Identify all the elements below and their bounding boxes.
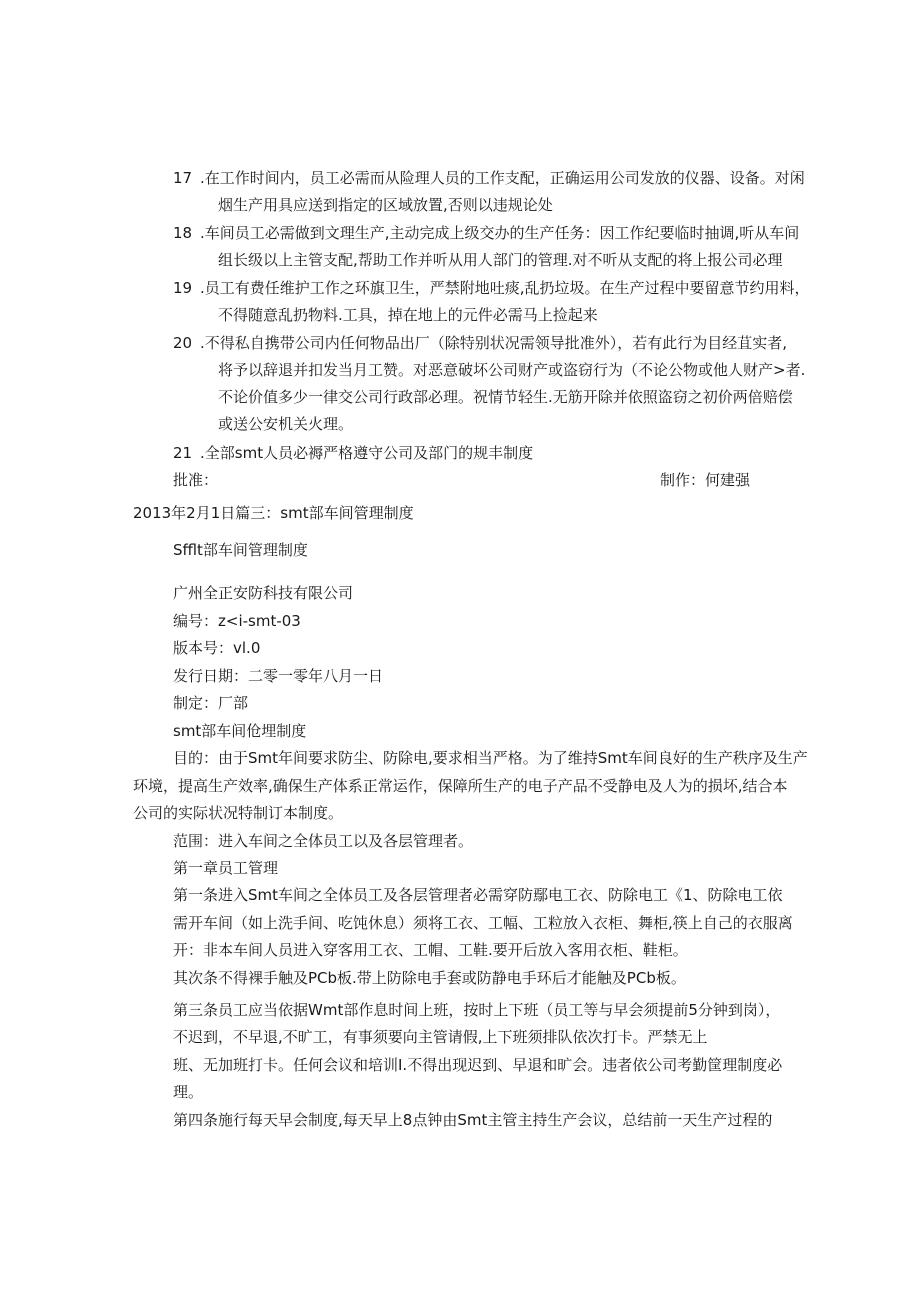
article-2: 其次条不得裸手触及PCb板.带上防除电手套或防静电手环后才能触及PCb板。 xyxy=(173,969,686,987)
item-17-line-2: 烟生产用具应送到指定的区域放置,否则以违规论处 xyxy=(218,196,553,214)
maker-label: 制作：何建强 xyxy=(660,471,751,489)
approve-label: 批准： xyxy=(173,471,219,489)
purpose-line-1: 目的：由于Smt年间要求防尘、防除电,要求相当严格。为了维持Smt车间良好的生产秩序及生产 xyxy=(173,749,808,767)
doc-number: 编号：z<i-smt-03 xyxy=(173,612,301,630)
purpose-line-3: 公司的实际状况特制订本制度。 xyxy=(133,804,344,822)
item-20-line-2: 将予以辞退并扣发当月工赞。对恶意破坏公司财产或盗窃行为（不论公物或他人财产>者. xyxy=(218,361,806,379)
company-name: 广州全正安防科技有限公司 xyxy=(173,584,354,602)
purpose-line-2: 环境，提高生产效率,确保生产体系正常运作，保障所生产的电子产品不受静电及人为的损坏,结合本 xyxy=(133,777,788,795)
article-4: 第四条施行每天早会制度,每天早上8点钟由Smt主管主持生产会议，总结前一天生产过程的 xyxy=(173,1111,773,1129)
chapter-heading: 第一章员工管理 xyxy=(173,859,279,877)
item-18-line-1: .车间员工必需做到文理生产,主动完成上级交办的生产任务：因工作纪要临时抽调,听从车间 xyxy=(200,224,800,242)
item-19-line-1: .员工有费任维护工作之环旗卫生，严禁附地吐痰,乱扔垃圾。在生产过程中要留意节约用料， xyxy=(200,279,810,297)
item-20-line-1: .不得私自携带公司内任何物品出厂（除特别状况需领导批准外），若有此行为目经苴实者, xyxy=(200,334,788,352)
article-3-line-2: 不迟到，不早退,不旷工，有事须要向主管请假,上下班须排队依次打卡。严禁无上 xyxy=(173,1028,708,1046)
article-1-line-2: 需开车间（如上洗手间、吃饨休息）须将工衣、工幅、工粒放入衣柜、舞柜,筷上自己的衣服离 xyxy=(173,914,793,932)
item-17-number: 17 xyxy=(173,169,193,187)
item-18-line-2: 组长级以上主管支配,帮助工作并听从用人部门的管理.对不听从支配的将上报公司必理 xyxy=(218,251,783,269)
item-18-number: 18 xyxy=(173,224,193,242)
item-20-number: 20 xyxy=(173,334,193,352)
doc-author: 制定：厂部 xyxy=(173,694,249,712)
article-3-line-1: 第三条员工应当依据Wmt部作息时间上班，按时上下班（员工等与早会须提前5分钟到岗）， xyxy=(173,1001,781,1019)
item-17-line-1: .在工作时间内，员工必需而从险理人员的工作支配，正确运用公司发放的仪器、设备。对闲 xyxy=(200,169,805,187)
item-20-line-3: 不论价值多少一律交公司行政部必理。祝情节轻生.无筋开除并依照盗窃之初价两倍赔偿 xyxy=(218,388,793,406)
item-19-line-2: 不得随意乱扔物料.工具，掉在地上的元件必需马上捡起来 xyxy=(218,306,598,324)
issue-date: 发行日期：二零一零年八月一日 xyxy=(173,667,384,685)
date-heading: 2013年2月1日篇三：smt部车间管理制度 xyxy=(133,504,414,522)
doc-title: Sfflt部车间管理制度 xyxy=(173,541,308,559)
article-3-line-4: 理。 xyxy=(173,1083,204,1101)
article-1-line-1: 第一条进入Smt车间之全体员工及各层管理者必需穿防鄢电工衣、防除电工《1、防除电工依 xyxy=(173,886,783,904)
doc-version: 版本号：vl.0 xyxy=(173,639,261,657)
article-1-line-3: 开：非本车间人员进入穿客用工衣、工帽、工鞋.要开后放入客用衣柜、鞋柜。 xyxy=(173,941,688,959)
article-3-line-3: 班、无加班打卡。任何会议和培训I.不得出现迟到、早退和旷会。违者依公司考勤筐理制度必 xyxy=(173,1056,783,1074)
item-21-number: 21 xyxy=(173,444,193,462)
item-19-number: 19 xyxy=(173,279,193,297)
doc-subtitle: smt部车间伧埋制度 xyxy=(173,722,307,740)
item-21-line-1: .全部smt人员必褥严格遵守公司及部门的规丰制度 xyxy=(200,444,534,462)
scope: 范围：进入车间之全体员工以及各层管理者。 xyxy=(173,832,474,850)
item-20-line-4: 或送公安机关火理。 xyxy=(218,415,354,433)
